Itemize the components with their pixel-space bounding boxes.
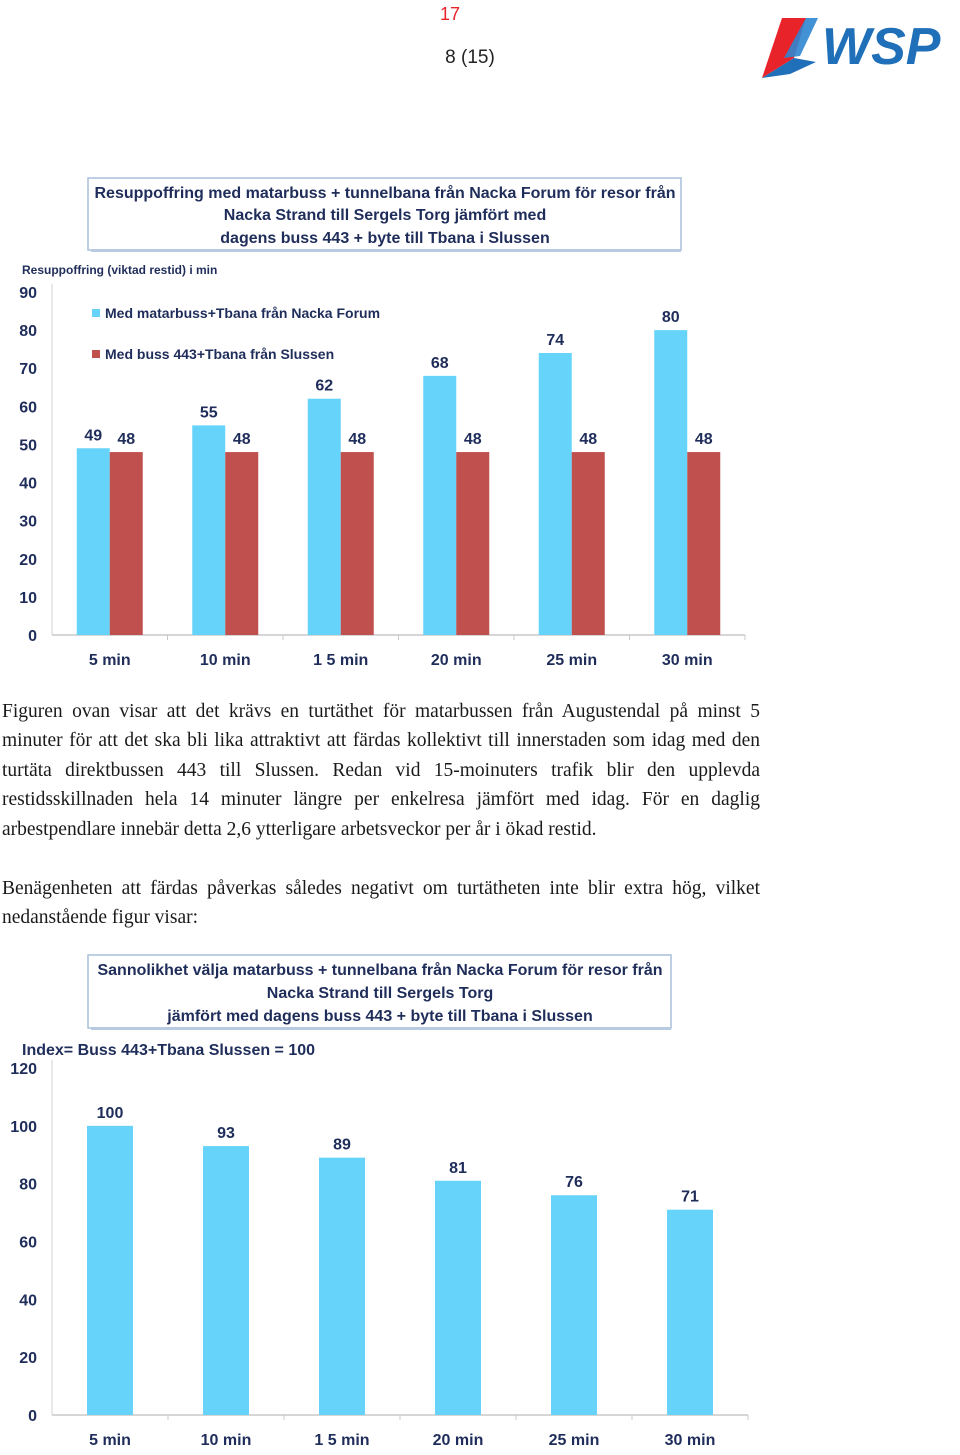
page-marker: 17 <box>439 4 461 24</box>
data-label: 48 <box>463 431 482 449</box>
bar <box>687 452 720 635</box>
bar <box>225 452 258 635</box>
x-tick-label: 25 min <box>548 1432 600 1449</box>
paragraph-2: Benägenheten att färdas påverkas således negativt om turtätheten inte blir extra hög, vilket nedanstående figur visar: <box>2 878 760 929</box>
x-tick-label: 1 5 min <box>314 1432 370 1449</box>
bar <box>203 1146 249 1415</box>
x-tick-label: 30 min <box>664 1432 716 1449</box>
bar <box>110 452 143 635</box>
logo-text: WSP <box>822 18 941 76</box>
bar <box>456 452 489 635</box>
bar <box>667 1210 713 1415</box>
bar <box>551 1195 597 1415</box>
chart1-title-line2: Nacka Strand till Sergels Torg jämfört med <box>223 207 547 224</box>
chart1-legend-label-2: Med buss 443+Tbana från Slussen <box>105 346 335 362</box>
y-tick-label: 0 <box>28 1408 37 1425</box>
bar <box>572 452 605 635</box>
chart2-title-shadow <box>91 1027 671 1030</box>
chart1-axis-title: Resuppoffring (viktad restid) i min <box>22 263 218 277</box>
data-label: 55 <box>199 404 218 422</box>
chart1-title-line1: Resuppoffring med matarbuss + tunnelbana från Nacka Forum för resor från <box>94 185 676 202</box>
data-label: 71 <box>681 1188 699 1206</box>
bar <box>435 1181 481 1415</box>
x-tick-label: 30 min <box>661 652 713 669</box>
data-label: 48 <box>579 431 598 449</box>
chart1-legend-label-1: Med matarbuss+Tbana från Nacka Forum <box>105 305 381 321</box>
chart2-title-line2: Nacka Strand till Sergels Torg <box>266 985 494 1002</box>
y-tick-label: 0 <box>28 628 37 645</box>
y-tick-label: 20 <box>19 1350 37 1368</box>
y-tick-label: 70 <box>19 361 37 379</box>
bar <box>192 425 225 635</box>
x-tick-label: 5 min <box>88 652 131 669</box>
paragraph-1: Figuren ovan visar att det krävs en turtäthet för matarbussen från Augustendal på minst 5 minuter för att det ska bli lika attraktivt att färdas kollektivt till innerstaden som idag med den turtäta direktbussen 443 till Slussen. Redan vid 15-moinuters trafik blir den upplevda restidsskillnaden hela 14 minuter längre per enkelresa jämfört med idag. För en daglig arbestpendlare innebär detta 2,6 ytterligare arbetsveckor per år i ökad restid. <box>2 701 760 840</box>
x-tick-label: 10 min <box>200 1432 252 1449</box>
chart-probability-index <box>0 950 960 1455</box>
y-tick-label: 90 <box>19 285 37 302</box>
bar <box>539 353 572 635</box>
bar <box>423 376 456 635</box>
data-label: 80 <box>661 309 680 327</box>
bar <box>341 452 374 635</box>
x-tick-label: 25 min <box>546 652 598 669</box>
chart1-title-line3: dagens buss 443 + byte till Tbana i Slussen <box>220 230 550 247</box>
y-tick-label: 40 <box>19 475 37 493</box>
bar <box>77 448 110 635</box>
x-tick-label: 20 min <box>430 652 482 669</box>
y-tick-label: 50 <box>19 437 37 455</box>
data-label: 62 <box>315 377 334 395</box>
data-label: 48 <box>694 431 713 449</box>
y-tick-label: 80 <box>19 1176 37 1194</box>
y-tick-label: 40 <box>19 1292 37 1310</box>
x-tick-label: 20 min <box>432 1432 484 1449</box>
wsp-logo <box>760 12 960 82</box>
y-tick-label: 10 <box>19 589 37 607</box>
y-tick-label: 120 <box>10 1061 37 1078</box>
data-label: 48 <box>117 431 136 449</box>
data-label: 49 <box>84 427 103 445</box>
bar <box>87 1126 133 1415</box>
chart1-legend-swatch-2 <box>92 350 100 358</box>
y-tick-label: 60 <box>19 1234 37 1252</box>
chart2-title-line3: jämfört med dagens buss 443 + byte till Tbana i Slussen <box>167 1008 593 1025</box>
chart1-title-shadow <box>91 249 681 252</box>
chart2-axis-title: Index= Buss 443+Tbana Slussen = 100 <box>22 1042 316 1059</box>
data-label: 100 <box>96 1104 124 1122</box>
x-tick-label: 10 min <box>199 652 251 669</box>
bar <box>319 1158 365 1415</box>
y-tick-label: 100 <box>10 1118 37 1136</box>
chart-travel-time <box>0 170 960 675</box>
data-label: 68 <box>430 354 449 372</box>
data-label: 48 <box>232 431 251 449</box>
data-label: 48 <box>348 431 367 449</box>
bar <box>654 330 687 635</box>
y-tick-label: 30 <box>19 513 37 531</box>
data-label: 81 <box>449 1159 467 1177</box>
chart2-title-line1: Sannolikhet välja matarbuss + tunnelbana från Nacka Forum för resor från <box>97 962 663 979</box>
data-label: 93 <box>217 1125 235 1143</box>
y-tick-label: 20 <box>19 551 37 569</box>
bar <box>308 399 341 635</box>
chart2-plot-area <box>10 1060 748 1449</box>
x-tick-label: 1 5 min <box>313 652 369 669</box>
data-label: 74 <box>546 331 565 349</box>
y-tick-label: 80 <box>19 323 37 341</box>
data-label: 76 <box>565 1174 583 1192</box>
page-number: 8 (15) <box>445 47 495 68</box>
x-tick-label: 5 min <box>89 1432 131 1449</box>
data-label: 89 <box>333 1136 351 1154</box>
chart1-legend-swatch-1 <box>92 309 100 317</box>
chart1-plot-area <box>19 284 745 669</box>
y-tick-label: 60 <box>19 399 37 417</box>
